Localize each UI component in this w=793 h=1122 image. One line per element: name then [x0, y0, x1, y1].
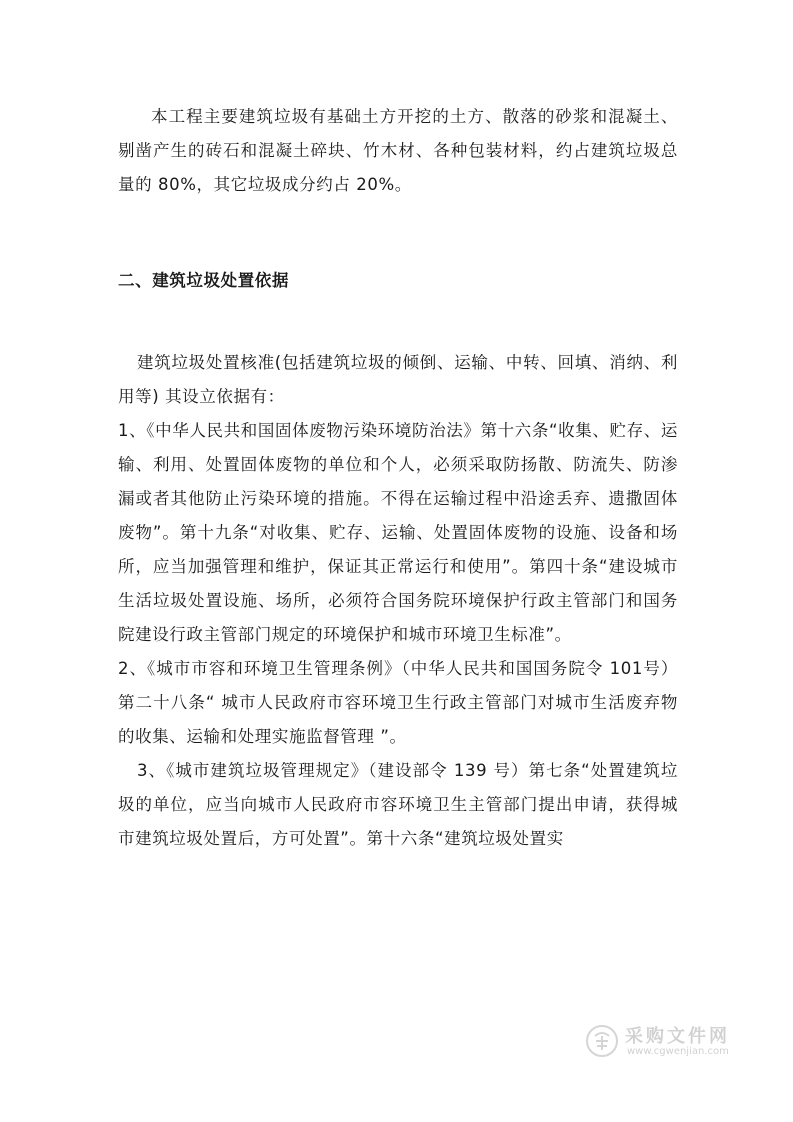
basis-item-2: 2、《城市市容和环境卫生管理条例》（中华人民共和国国务院令 101号）第二十八条“ 城市人民政府市容环境卫生行政主管部门对城市生活废弃物的收集、运输和处理实施监督管理 ”。: [118, 659, 678, 746]
section-heading: 二、建筑垃圾处置依据: [118, 271, 289, 290]
document-body: [118, 100, 678, 856]
basis-item-3: 3、《城市建筑垃圾管理规定》（建设部令 139 号）第七条“处置建筑垃圾的单位，应当向城市人民政府市容环境卫生主管部门提出申请，获得城市建筑垃圾处置后，方可处置”。第十六条“建筑垃圾处置实: [118, 761, 678, 848]
intro-paragraph: 本工程主要建筑垃圾有基础土方开挖的土方、散落的砂浆和混凝土、剔凿产生的砖石和混凝土碎块、竹木材、各种包装材料，约占建筑垃圾总量的 80%，其它垃圾成分约占 20%。: [118, 107, 678, 194]
basis-item-1: 1、《中华人民共和国固体废物污染环境防治法》第十六条“收集、贮存、运输、利用、处置固体废物的单位和个人，必须采取防扬散、防流失、防渗漏或者其他防止污染环境的措施。不得在运输过程中沿途丢弃、遗撒固体废物”。第十九条“对收集、贮存、运输、处置固体废物的设施、设备和场所，应当加强管理和维护，保证其正常运行和使用”。第四十条“建设城市生活垃圾处置设施、场所，必须符合国务院环境保护行政主管部门和国务院建设行政主管部门规定的环境保护和城市环境卫生标准”。: [118, 421, 678, 644]
watermark-logo-icon: [585, 1024, 619, 1058]
watermark-url: www.cgwenjian.com: [627, 1046, 729, 1057]
watermark-title: 采购文件网: [625, 1026, 730, 1047]
basis-intro-paragraph: 建筑垃圾处置核准(包括建筑垃圾的倾倒、运输、中转、回填、消纳、利用等) 其设立依据有：: [118, 353, 678, 406]
watermark: [585, 1022, 753, 1062]
